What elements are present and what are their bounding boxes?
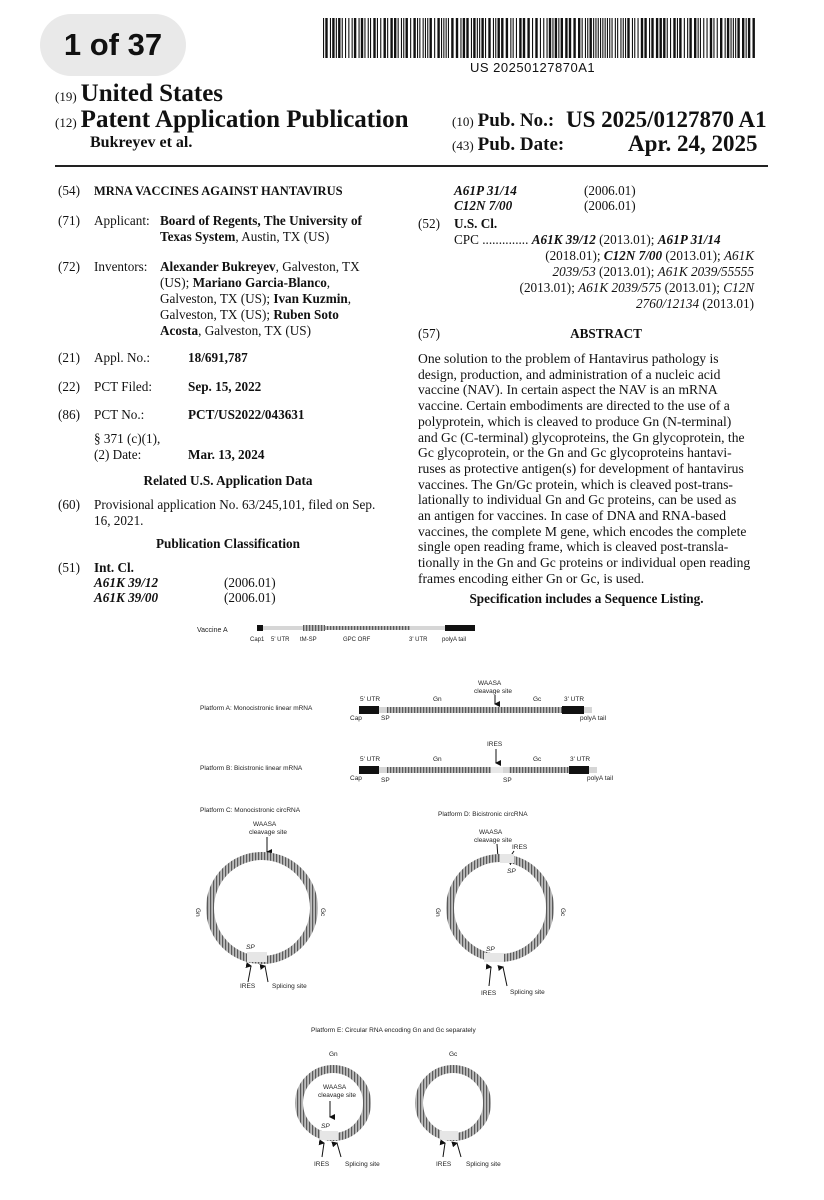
cleavage-label-1: WAASA (323, 1084, 347, 1091)
inventor-location: , Galveston, TX (275, 259, 360, 274)
ires-top-label: IRES (512, 844, 528, 851)
cpc-code: C12N (723, 280, 754, 295)
cpc-code: A61K 39/12 (531, 232, 596, 247)
separator: , (347, 291, 351, 306)
cpc-label: CPC .............. (454, 232, 529, 247)
cpc-line (454, 264, 754, 280)
int-class-code: A61K 39/00 (94, 590, 159, 605)
abstract-line: vaccines, the complete M gene, which encodes the complete (418, 523, 747, 539)
platform-a-construct (359, 706, 592, 714)
circ-rna-ring (210, 856, 314, 960)
splicing-arrow (265, 966, 268, 982)
circ-rna-ring-gc (419, 1069, 487, 1137)
inventor-name: Acosta (160, 323, 199, 338)
inid-code: (51) (58, 560, 80, 575)
header-doctype-line (55, 106, 408, 134)
abstract-line: Gc glycoprotein, or the Gn and Gc glycoproteins hantavi- (418, 445, 732, 461)
splicing-label: Splicing site (272, 983, 307, 990)
abstract-line: ruses as protective antigen(s) for development of hantavirus (418, 460, 744, 476)
pub-date: Apr. 24, 2025 (628, 131, 758, 156)
inid-code: (19) (55, 89, 77, 104)
country-title: United States (80, 80, 224, 107)
sp-label: SP (486, 946, 495, 953)
header-country-line (55, 80, 223, 108)
separator: , (326, 275, 331, 290)
sp-label: SP (246, 944, 255, 951)
pub-class-heading: Publication Classification (156, 536, 300, 551)
cpc-line (454, 280, 754, 296)
int-class-code: A61P 31/14 (454, 183, 517, 198)
abstract-line: an antigen for vaccines. In case of DNA and RNA-based (418, 508, 727, 524)
inventor-name: Ivan Kuzmin (273, 291, 348, 306)
platform-e-title: Platform E: Circular RNA encoding Gn and Gc separately (311, 1027, 476, 1034)
gc-label: Gc (559, 908, 566, 917)
gc-label: Gc (533, 756, 542, 763)
applicant-label: Applicant: (94, 213, 150, 228)
sp-label: SP (507, 868, 516, 875)
pub-number-label: Pub. No.: (477, 110, 555, 131)
section-371-label: § 371 (c)(1), (94, 431, 161, 446)
abstract-line: vaccines. The Gn/Gc protein, which is cleaved post-trans- (418, 476, 733, 492)
cpc-code: C12N 7/00 (603, 248, 663, 263)
inventor-short: Bukreyev et al. (90, 134, 193, 151)
int-class-version: (2006.01) (584, 198, 636, 213)
circ-rna-ring (450, 858, 550, 958)
inid-code: (71) (58, 213, 80, 228)
platform-b-construct (359, 766, 597, 774)
appl-no-label: Appl. No.: (94, 350, 151, 365)
utr3-label: 3' UTR (409, 637, 428, 643)
sp-label: SP (503, 777, 512, 784)
ires-arrow (248, 966, 251, 982)
inventors-label: Inventors: (94, 259, 148, 274)
cpc-line (454, 248, 754, 264)
page-counter-badge: 1 of 37 (40, 14, 186, 76)
cpc-version: (2018.01); (545, 248, 604, 263)
inventors-line (160, 307, 339, 323)
abstract-line: lationally to individual Gn and Gc proteins, can be used as (418, 492, 737, 508)
ires-segment (500, 854, 514, 863)
splicing-label: Splicing site (466, 1161, 501, 1168)
ires-label: IRES (487, 741, 503, 748)
abstract-line: design, production, and administration of a nucleic acid (418, 366, 721, 382)
cleavage-label-2: cleavage site (474, 837, 512, 844)
ires-label: IRES (481, 990, 497, 997)
barcode-number: US 20250127870A1 (470, 60, 596, 75)
cpc-code: 2039/53 (552, 264, 596, 279)
pct-filed-label: PCT Filed: (94, 379, 153, 394)
inventors-line (160, 259, 360, 275)
vaccine-a-construct (257, 625, 475, 631)
inventor-name: Mariano Garcia-Blanco (192, 275, 327, 290)
applicant-name: Board of Regents, The University of (160, 213, 362, 228)
inid-code: (72) (58, 259, 80, 274)
sp-label: SP (381, 715, 390, 722)
cpc-version: (2013.01) (699, 296, 754, 311)
sequence-listing-note: Specification includes a Sequence Listing. (469, 591, 704, 606)
ires-arrow (443, 1143, 445, 1157)
abstract-line: single open reading frame, which is cleaved post-transla- (418, 539, 729, 555)
ires-segment (320, 1131, 338, 1140)
int-class-version: (2006.01) (224, 590, 276, 605)
inid-code: (52) (418, 216, 440, 231)
platform-a-title: Platform A: Monocistronic linear mRNA (200, 705, 313, 712)
abstract-line: frames encoding either Gn or Gc, is used. (418, 570, 645, 586)
utr5-label: 5' UTR (360, 756, 381, 763)
polya-label: polyA tail (442, 637, 467, 643)
abstract-line: One solution to the problem of Hantavirus pathology is (418, 351, 719, 366)
pct-filed-value: Sep. 15, 2022 (188, 379, 262, 394)
date-371-value: Mar. 13, 2024 (188, 447, 265, 462)
int-class-code: C12N 7/00 (454, 198, 513, 213)
ires-label: IRES (436, 1161, 452, 1168)
header-divider (55, 165, 768, 167)
pct-no-value: PCT/US2022/043631 (188, 407, 305, 422)
splicing-label: Splicing site (510, 989, 545, 996)
ires-segment (440, 1131, 458, 1140)
cpc-version: (2013.01); (519, 280, 579, 295)
inventor-location: , Galveston, TX (US) (198, 323, 312, 338)
abstract-line: polyprotein, which is cleaved to produce Gn (N-terminal) (418, 413, 732, 429)
inid-code: (22) (58, 379, 80, 394)
circ-rna-ring-gn (299, 1069, 367, 1137)
cpc-version: (2013.01); (662, 248, 724, 263)
bibliographic-right-column (418, 183, 758, 613)
int-cl-label: Int. Cl. (94, 560, 134, 575)
gn-label: Gn (194, 908, 201, 917)
provisional-application: Provisional application No. 63/245,101, filed on Sep. (94, 497, 376, 512)
inventors-line (160, 323, 311, 339)
applicant-location: , Austin, TX (US) (235, 229, 330, 244)
gn-label: Gn (433, 756, 442, 763)
inventors-line (160, 291, 351, 307)
ires-label: IRES (314, 1161, 330, 1168)
cleavage-label-1: WAASA (479, 829, 503, 836)
cpc-code: A61K 2039/55555 (657, 264, 754, 279)
splicing-arrow (337, 1143, 341, 1157)
cap-label: Cap (350, 715, 362, 722)
pct-no-label: PCT No.: (94, 407, 145, 422)
invention-title: MRNA VACCINES AGAINST HANTAVIRUS (94, 184, 343, 198)
representative-figure (0, 615, 824, 1200)
gc-label: Gc (319, 908, 326, 917)
barcode (323, 18, 755, 58)
us-cl-label: U.S. Cl. (454, 216, 498, 231)
platform-d-title: Platform D: Bicistronic circRNA (438, 811, 528, 818)
cleavage-label-2: cleavage site (318, 1092, 356, 1099)
inventor-name: Ruben Soto (273, 307, 339, 322)
polya-label: polyA tail (580, 715, 607, 722)
splicing-arrow (457, 1143, 461, 1157)
sp-label: SP (381, 777, 390, 784)
cpc-line (454, 296, 754, 312)
related-data-heading: Related U.S. Application Data (143, 473, 313, 488)
inventor-location: Galveston, TX (US); (160, 307, 274, 322)
cpc-code: A61K 2039/575 (578, 280, 662, 295)
cleavage-label-2: cleavage site (249, 829, 287, 836)
provisional-application: 16, 2021. (94, 513, 144, 528)
applicant-name: Texas System (160, 229, 236, 244)
cpc-version: (2013.01); (595, 232, 658, 247)
gc-label: Gc (533, 696, 542, 703)
inventor-name: Alexander Bukreyev (160, 259, 276, 274)
int-class-version: (2006.01) (224, 575, 276, 590)
sp-label: SP (321, 1123, 330, 1130)
inventors-line (160, 275, 330, 291)
inid-code: (54) (58, 183, 80, 198)
pub-number: US 2025/0127870 A1 (566, 107, 767, 132)
abstract-line: tionally in the Gn and Gc proteins or individual open reading (418, 555, 751, 571)
gn-label: Gn (433, 696, 442, 703)
gc-label: Gc (449, 1051, 458, 1058)
cap1-label: Cap1 (250, 637, 265, 643)
date-371-label: (2) Date: (94, 447, 142, 462)
gn-label: Gn (329, 1051, 338, 1058)
utr5-label: 5' UTR (271, 637, 290, 643)
cpc-line (454, 232, 754, 248)
cleavage-label-2: cleavage site (474, 688, 512, 695)
pub-date-line (452, 134, 564, 156)
ires-arrow (322, 1143, 324, 1157)
int-class-code: A61K 39/12 (94, 575, 159, 590)
splicing-arrow (503, 967, 507, 986)
splicing-label: Splicing site (345, 1161, 380, 1168)
inid-code: (57) (418, 326, 440, 341)
inid-code: (86) (58, 407, 80, 422)
cpc-code: A61P 31/14 (657, 232, 721, 247)
abstract-heading: ABSTRACT (570, 326, 642, 341)
pub-number-line (452, 110, 554, 132)
document-type-title: Patent Application Publication (80, 106, 409, 133)
inid-code: (60) (58, 497, 80, 512)
ires-segment (484, 953, 504, 962)
utr3-label: 3' UTR (570, 756, 591, 763)
inid-code: (12) (55, 115, 77, 130)
utr3-label: 3' UTR (564, 696, 585, 703)
bibliographic-left-column (58, 183, 398, 613)
gn-label: Gn (434, 908, 441, 917)
platform-c-title: Platform C: Monocistronic circRNA (200, 807, 301, 814)
cpc-version: (2013.01); (661, 280, 724, 295)
cleavage-label-1: WAASA (253, 821, 277, 828)
int-class-version: (2006.01) (584, 183, 636, 198)
cleavage-label-1: WAASA (478, 680, 502, 687)
pub-date-label: Pub. Date: (477, 134, 565, 155)
abstract-line: vaccine. Certain embodiments are directed to the use of a (418, 398, 730, 414)
abstract-line: vaccine (NAV). In certain aspect the NAV is an mRNA (418, 382, 718, 398)
orf-label: GPC ORF (343, 637, 371, 643)
inid-code: (43) (452, 138, 474, 153)
inventor-location: (US); (160, 275, 193, 290)
polya-label: polyA tail (587, 775, 614, 782)
inid-code: (21) (58, 350, 80, 365)
abstract-line: and Gc (C-terminal) glycoproteins, the Gn glycoprotein, the (418, 429, 745, 445)
cap-label: Cap (350, 775, 362, 782)
platform-b-title: Platform B: Bicistronic linear mRNA (200, 765, 303, 772)
mtsp-label: tM-SP (300, 637, 317, 643)
appl-no-value: 18/691,787 (188, 350, 248, 365)
cpc-version: (2013.01); (595, 264, 658, 279)
ires-label: IRES (240, 983, 256, 990)
abstract-body (418, 351, 755, 587)
ires-segment (247, 952, 267, 962)
inventor-location: Galveston, TX (US); (160, 291, 274, 306)
ires-arrow (489, 967, 491, 986)
cpc-code: A61K (723, 248, 754, 263)
utr5-label: 5' UTR (360, 696, 381, 703)
cpc-code: 2760/12134 (636, 296, 700, 311)
vaccine-a-title: Vaccine A (197, 627, 228, 634)
inid-code: (10) (452, 114, 474, 129)
